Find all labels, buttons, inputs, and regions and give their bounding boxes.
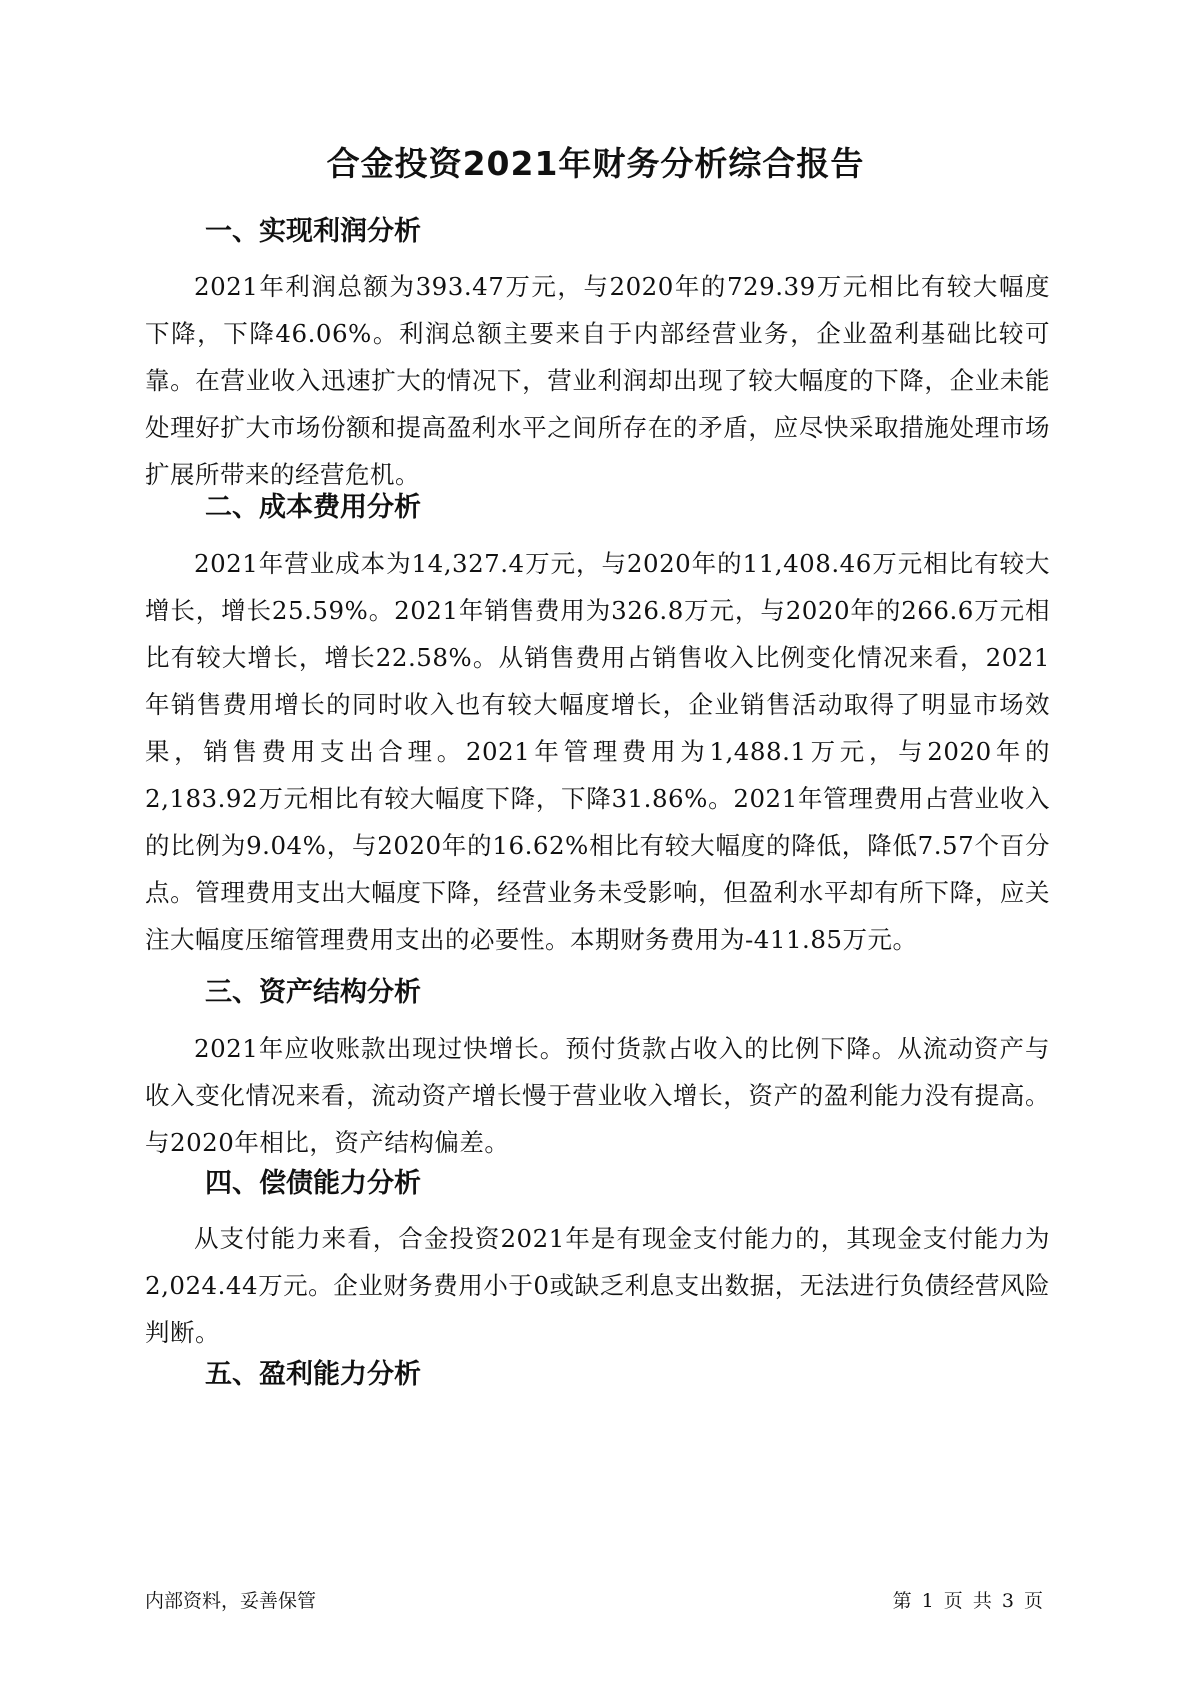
footer-confidential-note: 内部资料，妥善保管 <box>145 1590 317 1612</box>
footer-page-number: 第 1 页 共 3 页 <box>892 1590 1043 1612</box>
section-heading-solvency: 四、偿债能力分析 <box>205 1168 421 1199</box>
section-heading-profitability: 五、盈利能力分析 <box>205 1359 421 1390</box>
section-heading-profit: 一、实现利润分析 <box>205 216 421 247</box>
section-paragraph-assets: 2021年应收账款出现过快增长。预付货款占收入的比例下降。从流动资产与收入变化情况来看，流动资产增长慢于营业收入增长，资产的盈利能力没有提高。与2020年相比，资产结构偏差。 <box>145 1034 1050 1157</box>
section-paragraph-cost: 2021年营业成本为14,327.4万元，与2020年的11,408.46万元相比有较大增长，增长25.59%。2021年销售费用为326.8万元，与2020年的266.6万元相比有较大增长，增长22.58%。从销售费用占销售收入比例变化情况来看，2021年销售费用增长的同时收入也有较大幅度增长，企业销售活动取得了明显市场效果，销售费用支出合理。2021年管理费用为1,488.1万元，与2020年的2,183.92万元相比有较大幅度下降，下降31.86%。2021年管理费用占营业收入的比例为9.04%，与2020年的16.62%相比有较大幅度的降低，降低7.57个百分点。管理费用支出大幅度下降，经营业务未受影响，但盈利水平却有所下降，应关注大幅度压缩管理费用支出的必要性。本期财务费用为-411.85万元。 <box>145 549 1050 954</box>
section-paragraph-solvency: 从支付能力来看，合金投资2021年是有现金支付能力的，其现金支付能力为2,024.44万元。企业财务费用小于0或缺乏利息支出数据，无法进行负债经营风险判断。 <box>145 1224 1050 1347</box>
section-heading-cost: 二、成本费用分析 <box>205 492 421 523</box>
section-heading-assets: 三、资产结构分析 <box>205 977 421 1008</box>
report-title: 合金投资2021年财务分析综合报告 <box>326 144 865 183</box>
section-paragraph-profit: 2021年利润总额为393.47万元，与2020年的729.39万元相比有较大幅度下降，下降46.06%。利润总额主要来自于内部经营业务，企业盈利基础比较可靠。在营业收入迅速扩大的情况下，营业利润却出现了较大幅度的下降，企业未能处理好扩大市场份额和提高盈利水平之间所存在的矛盾，应尽快采取措施处理市场扩展所带来的经营危机。 <box>145 272 1050 489</box>
